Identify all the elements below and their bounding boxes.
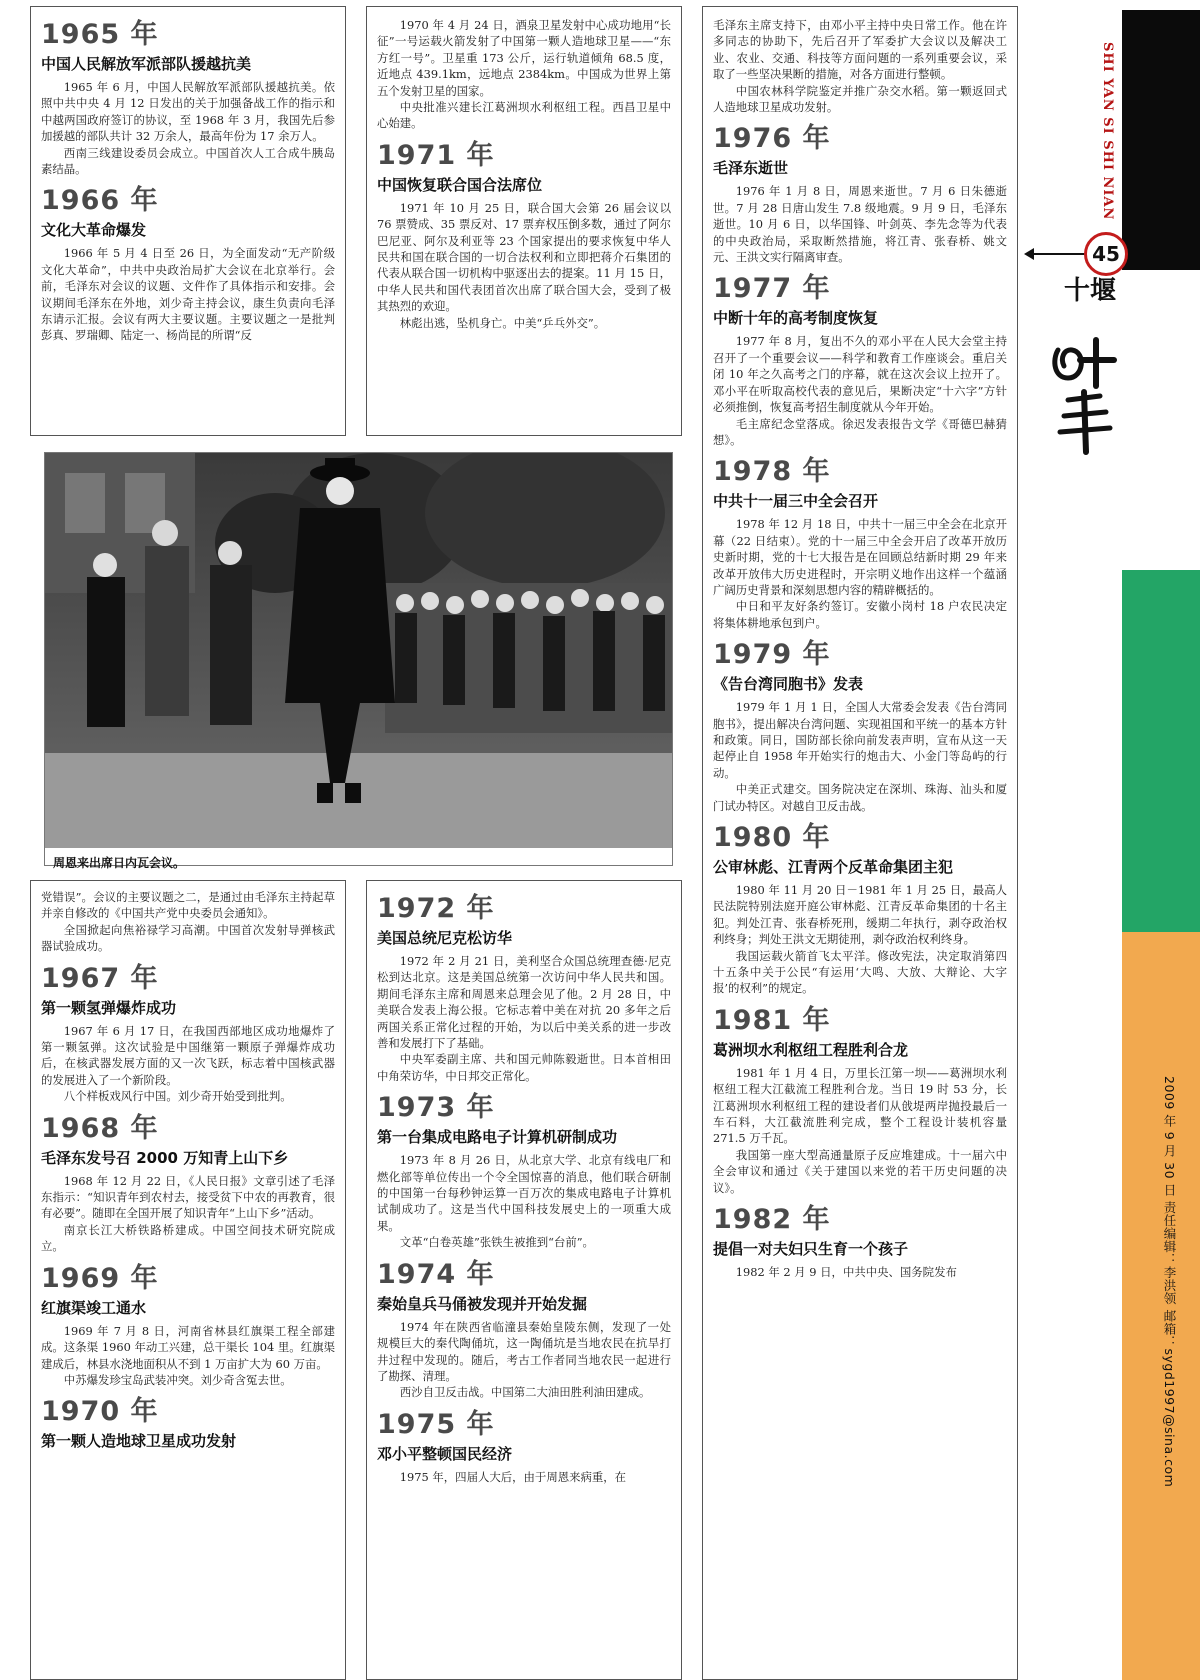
paragraph: 中央批准兴建长江葛洲坝水利枢纽工程。西昌卫星中心始建。 — [377, 100, 671, 131]
headline: 邓小平整顿国民经济 — [377, 1444, 513, 1463]
color-strip-green — [1122, 570, 1200, 932]
headline: 中断十年的高考制度恢复 — [713, 309, 879, 328]
color-strip-black — [1122, 10, 1200, 270]
paragraph: 中苏爆发珍宝岛武装冲突。刘少奇含冤去世。 — [63, 1372, 292, 1387]
paragraph: 南京长江大桥铁路桥建成。中国空间技术研究院成立。 — [41, 1222, 335, 1254]
year-heading: 1972 年 — [377, 893, 495, 924]
year-heading: 1982 年 — [713, 1204, 831, 1236]
year-heading: 1978 年 — [713, 456, 831, 488]
headline: 公审林彪、江青两个反革命集团主犯 — [713, 858, 954, 876]
headline: 《告台湾同胞书》发表 — [713, 675, 864, 694]
headline: 提倡一对夫妇只生育一个孩子 — [713, 1240, 909, 1259]
column-3 — [702, 6, 1018, 1680]
paragraph: 中美正式建交。国务院决定在深圳、珠海、汕头和厦门试办特区。对越自卫反击战。 — [713, 782, 1007, 813]
column-1-bottom — [30, 880, 346, 1680]
year-heading: 1976 年 — [713, 123, 831, 155]
paragraph: 1970 年 4 月 24 日，酒泉卫星发射中心成功地用“长征”一号运载火箭发射了中国第一颗人造地球卫星——“东方红一号”。卫星重 173 公斤，运行轨道倾角 68.5 度，近地点 439.1km，远地点 2384km。中国成为世界上第五个发射卫星的国家。 — [377, 18, 671, 98]
headline: 美国总统尼克松访华 — [377, 929, 513, 947]
photo-image — [45, 453, 672, 865]
page-number: 45 — [1084, 232, 1128, 276]
calligraphy-logo — [1050, 330, 1120, 460]
headline: 中国恢复联合国合法席位 — [377, 175, 543, 194]
year-heading: 1970 年 — [41, 1396, 159, 1428]
paragraph: 文革“白卷英雄”张铁生被推到“台前”。 — [399, 1235, 594, 1250]
paragraph: 1979 年 1 月 1 日，全国人大常委会发表《告台湾同胞书》，提出解决台湾问题、实现祖国和平统一的基本方针和政策。同日，国防部长徐向前发表声明，宣布从这一天起停止自 1958 年开始实行的炮击大、小金门等岛屿的行动。 — [713, 700, 1007, 780]
year-heading: 1968 年 — [41, 1112, 159, 1144]
paragraph: 中日和平友好条约签订。安徽小岗村 18 户农民决定将集体耕地承包到户。 — [713, 599, 1007, 630]
paragraph: 我国运载火箭首飞太平洋。修改宪法，决定取消第四十五条中关于公民“有运用‘大鸣、大放、大辩论、大字报’的权利”的规定。 — [713, 948, 1007, 996]
paragraph: 1965 年 6 月，中国人民解放军派部队援越抗美。依照中共中央 4 月 12 日发出的关于加强备战工作的指示和中越两国政府签订的协议，至 1968 年 3 月，我国先后参加援越的部队共计 32 万余人，最高年份为 17 余万人。 — [41, 80, 335, 144]
paragraph: 1966 年 5 月 4 日至 26 日，为全面发动“无产阶级文化大革命”，中共中央政治局扩大会议在北京举行。会前，毛泽东对会议的议题、文件作了具体指示和安排。会议期间毛泽东在外地，刘少奇主持会议，康生负责向毛泽东请示汇报。会议有两大主要议题。主要议题之一是批判彭真、罗瑞卿、陆定一、杨尚昆的所谓“反 — [41, 246, 335, 343]
year-heading: 1967 年 — [41, 962, 159, 994]
year-heading: 1979 年 — [713, 639, 831, 671]
color-strip-white — [1122, 270, 1200, 570]
paragraph: 八个样板戏风行中国。刘少奇开始受到批判。 — [63, 1089, 292, 1104]
paragraph: 1977 年 8 月，复出不久的邓小平在人民大会堂主持召开了一个重要会议——科学和教育工作座谈会。重启关闭 10 年之久高考之门的序幕，就在这次会议上拉开了。邓小平在听取高校代表的意见后，果断决定“十六字”方针必须推倒，恢复高考招生制度就从今年开始。 — [713, 334, 1007, 415]
headline: 第一台集成电路电子计算机研制成功 — [377, 1128, 618, 1147]
paragraph: 1975 年，四届人大后，由于周恩来病重，在 — [399, 1469, 627, 1484]
paragraph: 西南三线建设委员会成立。中国首次人工合成牛胰岛素结晶。 — [41, 145, 335, 177]
headline: 第一颗氢弹爆炸成功 — [41, 998, 177, 1017]
section-vertical-title: SHI YAN SI SHI NIAN — [1100, 42, 1115, 221]
year-heading: 1973 年 — [377, 1092, 495, 1124]
paragraph: 1968 年 12 月 22 日，《人民日报》文章引述了毛泽东指示：“知识青年到农村去，接受贫下中农的再教育，很有必要”。随即在全国开展了知识青年“上山下乡”活动。 — [41, 1173, 335, 1221]
paragraph: 西沙自卫反击战。中国第二大油田胜利油田建成。 — [399, 1385, 651, 1400]
year-heading: 1969 年 — [41, 1262, 159, 1294]
year-heading: 1965 年 — [41, 19, 159, 50]
year-heading: 1966 年 — [41, 185, 159, 217]
paragraph: 毛主席纪念堂落成。徐迟发表报告文学《哥德巴赫猜想》。 — [713, 416, 1007, 447]
paragraph: 1981 年 1 月 4 日，万里长江第一坝——葛洲坝水利枢纽工程大江截流工程胜利合龙。当日 19 时 53 分，长江葛洲坝水利枢纽工程的建设者们从戗堤两岸抛投最后一车石料，大江截流胜利完成，整个工程设计装机容量 271.5 万千瓦。 — [713, 1065, 1007, 1146]
headline: 文化大革命爆发 — [41, 221, 147, 240]
year-heading: 1977 年 — [713, 273, 831, 305]
headline: 第一颗人造地球卫星成功发射 — [41, 1432, 237, 1451]
paragraph: 1982 年 2 月 9 日，中共中央、国务院发布 — [735, 1265, 957, 1280]
paragraph: 1969 年 7 月 8 日，河南省林县红旗渠工程全部建成。这条渠 1960 年动工兴建，总干渠长 104 里。红旗渠建成后，林县水浇地面积从不到 1 万亩扩大为 60 万亩。 — [41, 1323, 335, 1371]
year-heading: 1971 年 — [377, 139, 495, 171]
column-2-bottom — [366, 880, 682, 1680]
editor-info: 2009 年 9 月 30 日 责任编辑：李洪领 邮箱：sygd1997@sina.com — [1162, 1076, 1177, 1488]
paragraph: 毛泽东主席支持下，由邓小平主持中央日常工作。他在许多同志的协助下，先后召开了军委扩大会议以及解决工业、农业、交通、科技等方面问题的一系列重要会议，采取了一些坚决果断的措施，对各方面进行整顿。 — [713, 18, 1007, 82]
paragraph: 党错误”。会议的主要议题之二，是通过由毛泽东主持起草并亲自修改的《中国共产党中央委员会通知》。 — [41, 890, 335, 921]
year-heading: 1975 年 — [377, 1408, 495, 1440]
news-photo — [44, 452, 673, 870]
year-heading: 1974 年 — [377, 1258, 495, 1290]
paragraph: 1980 年 11 月 20 日－1981 年 1 月 25 日，最高人民法院特别法庭开庭公审林彪、江青反革命集团的十名主犯。判处江青、张春桥死刑，缓期二年执行，剥夺政治权利终身；判处王洪文无期徒刑，剥夺政治权利终身。 — [713, 883, 1007, 947]
headline: 毛泽东发号召 2000 万知青上山下乡 — [41, 1148, 289, 1167]
paragraph: 林彪出逃，坠机身亡。中美“乒乓外交”。 — [399, 315, 606, 330]
paragraph: 1972 年 2 月 21 日，美利坚合众国总统理查德·尼克松到达北京。这是美国总统第一次访问中华人民共和国。期间毛泽东主席和周恩来总理会见了他。2 月 28 日，中美联合发表上海公报。它标志着中美在对抗 20 多年之后两国关系正常化过程的开始，为以后中美关系的进一步改善和发展打下了基础。 — [377, 954, 671, 1051]
headline: 葛洲坝水利枢纽工程胜利合龙 — [713, 1040, 909, 1059]
paragraph: 1971 年 10 月 25 日，联合国大会第 26 届会议以 76 票赞成、35 票反对、17 票弃权压倒多数，通过了阿尔巴尼亚、阿尔及利亚等 23 个国家提出的要求恢复中华人民共和国在联合国的一切合法权利和立即把蒋介石集团的代表从联合国一切机构中驱逐出去的提案。11 月 15 日，中华人民共和国代表团首次出席了联合国大会，受到了极其热烈的欢迎。 — [377, 200, 671, 314]
arrow-line — [1030, 253, 1086, 255]
paragraph: 中国农林科学院鉴定并推广杂交水稻。第一颗返回式人造地球卫星成功发射。 — [713, 83, 1007, 115]
column-1-top — [30, 6, 346, 436]
logo-title: 十堰 — [1063, 276, 1116, 306]
paragraph: 我国第一座大型高通量原子反应堆建成。十一届六中全会审议和通过《关于建国以来党的若干历史问题的决议》。 — [713, 1147, 1007, 1195]
paragraph: 中央军委副主席、共和国元帅陈毅逝世。日本首相田中角荣访华，中日邦交正常化。 — [377, 1052, 671, 1083]
year-heading: 1980 年 — [713, 822, 831, 853]
paragraph: 1974 年在陕西省临潼县秦始皇陵东侧，发现了一处规模巨大的秦代陶俑坑，这一陶俑坑是当地农民在抗旱打井过程中发现的。随后，考古工作者同当地农民一起进行了勘探、清理。 — [377, 1319, 671, 1383]
headline: 中共十一届三中全会召开 — [713, 492, 879, 511]
paragraph: 1978 年 12 月 18 日，中共十一届三中全会在北京开幕（22 日结束）。党的十一届三中全会开启了改革开放历史新时期，党的十七大报告是在回顾总结新时期 29 年来改革开放伟大历史进程时，开宗明义地作出这样一个蕴涵广阔历史背景和深刻思想内容的精辟概括的。 — [713, 517, 1007, 597]
photo-caption: 周恩来出席日内瓦会议。 — [53, 856, 186, 870]
headline: 秦始皇兵马俑被发现并开始发掘 — [377, 1294, 588, 1313]
paragraph: 1973 年 8 月 26 日，从北京大学、北京有线电厂和燃化部等单位传出一个令全国惊喜的消息，他们联合研制的中国第一台每秒钟运算一百万次的集成电路电子计算机试制成功了。这是当代中国科技发展史上的一项重大成果。 — [377, 1153, 671, 1233]
year-heading: 1981 年 — [713, 1004, 831, 1036]
paragraph: 全国掀起向焦裕禄学习高潮。中国首次发射导弹核武器试验成功。 — [41, 922, 335, 954]
paragraph: 1976 年 1 月 8 日，周恩来逝世。7 月 6 日朱德逝世。7 月 28 日唐山发生 7.8 级地震。9 月 9 日，毛泽东逝世。10 月 6 日，以华国锋、叶剑英、李先念等为代表的中央政治局，采取断然措施，将江青、张春桥、姚文元、王洪文实行隔离审查。 — [713, 184, 1007, 265]
column-2-top — [366, 6, 682, 436]
headline: 中国人民解放军派部队援越抗美 — [41, 55, 252, 73]
headline: 红旗渠竣工通水 — [41, 1298, 147, 1317]
headline: 毛泽东逝世 — [713, 159, 789, 178]
paragraph: 1967 年 6 月 17 日，在我国西部地区成功地爆炸了第一颗氢弹。这次试验是中国继第一颗原子弹爆炸成功后，在核武器发展方面的又一次飞跃，标志着中国核武器的发展进入了一个新阶段。 — [41, 1023, 335, 1087]
